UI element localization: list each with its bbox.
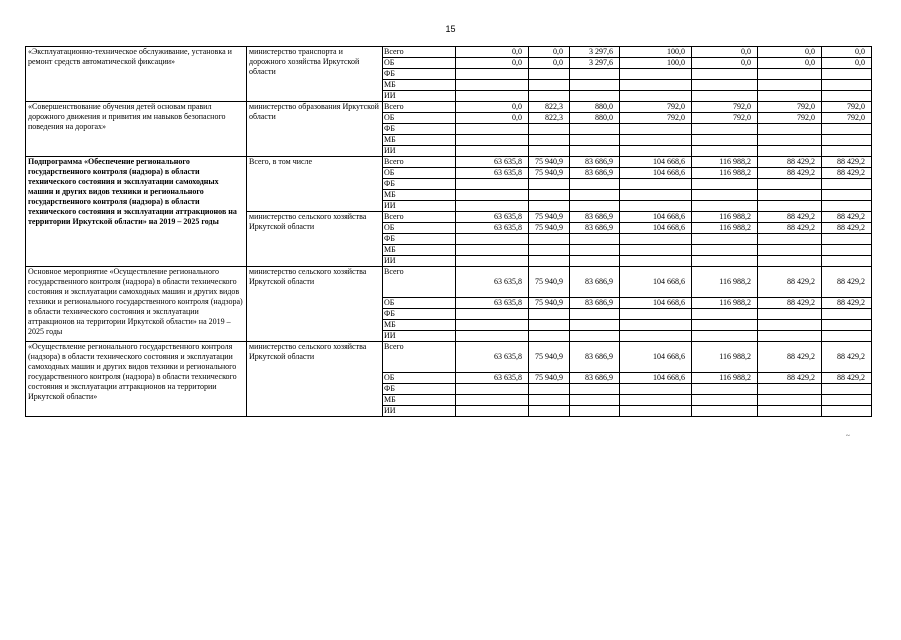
funding-source-cell: ОБ [383,168,456,179]
amount-cell: 83 686,9 [570,212,620,223]
amount-cell: 63 635,8 [456,223,529,234]
amount-cell [456,190,529,201]
amount-cell: 75 940,9 [529,157,570,168]
amount-cell [692,256,758,267]
amount-cell [570,384,620,395]
amount-cell [570,201,620,212]
amount-cell [570,320,620,331]
amount-cell: 792,0 [692,102,758,113]
funding-source-cell: ИИ [383,331,456,342]
amount-cell: 792,0 [620,102,692,113]
amount-cell [692,309,758,320]
amount-cell: 63 635,8 [456,267,529,298]
amount-cell [758,69,822,80]
amount-cell: 792,0 [758,102,822,113]
amount-cell [758,395,822,406]
amount-cell: 104 668,6 [620,157,692,168]
amount-cell [620,320,692,331]
amount-cell [822,190,872,201]
amount-cell: 792,0 [758,113,822,124]
amount-cell: 0,0 [758,47,822,58]
program-name-cell: «Эксплуатационно-техническое обслуживание, установка и ремонт средств автоматической фиксации» [26,47,247,102]
amount-cell: 104 668,6 [620,298,692,309]
amount-cell [758,331,822,342]
amount-cell: 0,0 [822,58,872,69]
funding-source-cell: МБ [383,245,456,256]
amount-cell: 0,0 [692,47,758,58]
amount-cell [822,201,872,212]
funding-source-cell: Всего [383,47,456,58]
amount-cell [570,91,620,102]
funding-source-cell: Всего [383,267,456,298]
amount-cell [620,179,692,190]
amount-cell [822,331,872,342]
amount-cell [620,201,692,212]
amount-cell [822,384,872,395]
amount-cell: 83 686,9 [570,223,620,234]
funding-source-cell: ФБ [383,234,456,245]
amount-cell [758,234,822,245]
amount-cell: 83 686,9 [570,168,620,179]
amount-cell: 75 940,9 [529,298,570,309]
amount-cell [529,406,570,417]
amount-cell [456,179,529,190]
table-row [26,267,872,298]
amount-cell [692,135,758,146]
amount-cell [692,146,758,157]
amount-cell [529,80,570,91]
budget-table [25,46,872,417]
amount-cell: 88 429,2 [822,373,872,384]
amount-cell: 83 686,9 [570,157,620,168]
funding-source-cell: ОБ [383,58,456,69]
funding-source-cell: МБ [383,320,456,331]
amount-cell: 116 988,2 [692,267,758,298]
funding-source-cell: ФБ [383,124,456,135]
amount-cell [822,179,872,190]
program-name-cell: «Совершенствование обучения детей основам правил дорожного движения и привития им навыков безопасного поведения на дорогах» [26,102,247,157]
funding-source-cell: ОБ [383,223,456,234]
amount-cell: 100,0 [620,47,692,58]
funding-source-cell: МБ [383,135,456,146]
amount-cell: 3 297,6 [570,58,620,69]
amount-cell [570,331,620,342]
amount-cell [456,320,529,331]
funding-source-cell: Всего [383,157,456,168]
amount-cell: 116 988,2 [692,342,758,373]
amount-cell [529,124,570,135]
funding-source-cell: ИИ [383,201,456,212]
amount-cell [692,80,758,91]
amount-cell [620,69,692,80]
funding-source-cell: ФБ [383,309,456,320]
amount-cell [620,91,692,102]
amount-cell [620,256,692,267]
amount-cell [620,135,692,146]
amount-cell [456,124,529,135]
amount-cell [570,146,620,157]
amount-cell [822,309,872,320]
amount-cell: 100,0 [620,58,692,69]
amount-cell: 88 429,2 [758,157,822,168]
amount-cell: 116 988,2 [692,212,758,223]
amount-cell: 104 668,6 [620,342,692,373]
funding-source-cell: Всего [383,212,456,223]
amount-cell [692,234,758,245]
table-row [26,342,872,373]
amount-cell [692,245,758,256]
amount-cell: 63 635,8 [456,373,529,384]
amount-cell [456,406,529,417]
amount-cell: 104 668,6 [620,373,692,384]
amount-cell [620,309,692,320]
program-name-cell: «Осуществление регионального государственного контроля (надзора) в области технического состояния и эксплуатации самоходных машин и других видов техники и регионального государственного контроля (надзора) в области технического состояния и эксплуатации аттракционов на территории Иркутской области» [26,342,247,417]
amount-cell: 792,0 [692,113,758,124]
amount-cell: 88 429,2 [758,267,822,298]
amount-cell [758,146,822,157]
amount-cell: 822,3 [529,113,570,124]
amount-cell [758,320,822,331]
amount-cell: 88 429,2 [758,212,822,223]
amount-cell: 88 429,2 [758,168,822,179]
amount-cell: 63 635,8 [456,342,529,373]
amount-cell [758,190,822,201]
funding-source-cell: МБ [383,190,456,201]
amount-cell [570,395,620,406]
amount-cell [692,69,758,80]
amount-cell [620,80,692,91]
amount-cell: 116 988,2 [692,223,758,234]
amount-cell: 792,0 [822,113,872,124]
amount-cell: 792,0 [822,102,872,113]
executor-cell: министерство транспорта и дорожного хозяйства Иркутской области [247,47,383,102]
program-name-cell: Основное мероприятие «Осуществление регионального государственного контроля (надзора) в области технического состояния и эксплуатации самоходных машин и других видов техники и регионального государственного контроля (надзора) в области технического состояния и эксплуатации аттракционов на территории Иркутской области» на 2019 – 2025 годы [26,267,247,342]
amount-cell [529,91,570,102]
funding-source-cell: ФБ [383,384,456,395]
amount-cell [758,80,822,91]
amount-cell [529,384,570,395]
amount-cell [620,406,692,417]
funding-source-cell: Всего [383,102,456,113]
funding-source-cell: ОБ [383,113,456,124]
amount-cell: 104 668,6 [620,223,692,234]
amount-cell [456,135,529,146]
amount-cell [822,146,872,157]
amount-cell [456,69,529,80]
amount-cell [529,331,570,342]
amount-cell: 116 988,2 [692,373,758,384]
amount-cell [822,80,872,91]
amount-cell: 75 940,9 [529,223,570,234]
executor-cell: министерство сельского хозяйства Иркутской области [247,267,383,342]
amount-cell [822,91,872,102]
amount-cell: 88 429,2 [822,267,872,298]
amount-cell [692,384,758,395]
amount-cell: 83 686,9 [570,373,620,384]
amount-cell [570,245,620,256]
amount-cell [456,234,529,245]
amount-cell: 0,0 [758,58,822,69]
amount-cell [620,245,692,256]
page-number: 15 [445,24,456,34]
amount-cell [692,406,758,417]
amount-cell: 88 429,2 [822,212,872,223]
table-row [26,102,872,113]
amount-cell [529,395,570,406]
amount-cell [456,256,529,267]
funding-source-cell: ФБ [383,179,456,190]
amount-cell [570,69,620,80]
amount-cell [570,234,620,245]
amount-cell [570,190,620,201]
amount-cell [570,135,620,146]
amount-cell: 75 940,9 [529,168,570,179]
funding-source-cell: ИИ [383,91,456,102]
amount-cell: 75 940,9 [529,342,570,373]
amount-cell [692,190,758,201]
amount-cell: 88 429,2 [758,342,822,373]
amount-cell: 63 635,8 [456,298,529,309]
funding-source-cell: МБ [383,80,456,91]
amount-cell [529,201,570,212]
amount-cell [692,395,758,406]
amount-cell: 88 429,2 [822,157,872,168]
amount-cell [456,331,529,342]
amount-cell [529,146,570,157]
amount-cell: 104 668,6 [620,168,692,179]
amount-cell [456,146,529,157]
executor-cell: Всего, в том числе [247,157,383,212]
amount-cell [456,91,529,102]
amount-cell: 63 635,8 [456,168,529,179]
amount-cell [758,135,822,146]
amount-cell: 0,0 [456,113,529,124]
amount-cell [692,201,758,212]
funding-source-cell: ОБ [383,298,456,309]
amount-cell [529,135,570,146]
amount-cell: 88 429,2 [758,373,822,384]
amount-cell: 88 429,2 [822,223,872,234]
amount-cell [758,406,822,417]
amount-cell [456,80,529,91]
margin-mark: ~ [846,432,850,440]
amount-cell [758,124,822,135]
amount-cell [456,201,529,212]
amount-cell: 792,0 [620,113,692,124]
amount-cell [822,395,872,406]
amount-cell [529,69,570,80]
amount-cell: 0,0 [456,47,529,58]
amount-cell: 63 635,8 [456,212,529,223]
amount-cell [620,395,692,406]
funding-source-cell: ИИ [383,256,456,267]
amount-cell [620,190,692,201]
amount-cell: 83 686,9 [570,267,620,298]
amount-cell [758,91,822,102]
amount-cell: 0,0 [456,58,529,69]
funding-source-cell: ФБ [383,69,456,80]
amount-cell [570,406,620,417]
amount-cell [570,179,620,190]
amount-cell [456,245,529,256]
amount-cell: 88 429,2 [758,223,822,234]
amount-cell [692,320,758,331]
amount-cell: 75 940,9 [529,267,570,298]
amount-cell: 3 297,6 [570,47,620,58]
funding-source-cell: ИИ [383,406,456,417]
funding-source-cell: Всего [383,342,456,373]
amount-cell: 0,0 [692,58,758,69]
amount-cell [758,309,822,320]
amount-cell: 880,0 [570,113,620,124]
amount-cell: 0,0 [822,47,872,58]
amount-cell [529,320,570,331]
amount-cell [529,234,570,245]
amount-cell [758,256,822,267]
amount-cell [456,395,529,406]
amount-cell: 880,0 [570,102,620,113]
amount-cell [570,256,620,267]
amount-cell [822,320,872,331]
amount-cell [570,80,620,91]
amount-cell [822,124,872,135]
amount-cell: 116 988,2 [692,168,758,179]
amount-cell [758,384,822,395]
amount-cell [692,331,758,342]
amount-cell: 104 668,6 [620,212,692,223]
executor-cell: министерство сельского хозяйства Иркутской области [247,342,383,417]
amount-cell [529,256,570,267]
amount-cell [456,384,529,395]
amount-cell [758,245,822,256]
amount-cell [456,309,529,320]
amount-cell [620,124,692,135]
amount-cell: 104 668,6 [620,267,692,298]
amount-cell [570,124,620,135]
amount-cell: 88 429,2 [822,298,872,309]
amount-cell [620,146,692,157]
amount-cell: 822,3 [529,102,570,113]
amount-cell [822,406,872,417]
amount-cell [822,234,872,245]
amount-cell [822,256,872,267]
amount-cell: 75 940,9 [529,212,570,223]
amount-cell [570,309,620,320]
amount-cell [822,69,872,80]
amount-cell: 83 686,9 [570,298,620,309]
amount-cell [620,234,692,245]
amount-cell: 0,0 [529,58,570,69]
table-row [26,47,872,58]
amount-cell [529,245,570,256]
amount-cell [692,124,758,135]
amount-cell [529,190,570,201]
amount-cell: 116 988,2 [692,298,758,309]
amount-cell [822,245,872,256]
amount-cell [758,179,822,190]
amount-cell: 116 988,2 [692,157,758,168]
funding-source-cell: МБ [383,395,456,406]
funding-source-cell: ОБ [383,373,456,384]
amount-cell: 88 429,2 [822,168,872,179]
amount-cell [758,201,822,212]
amount-cell [529,179,570,190]
amount-cell [692,179,758,190]
amount-cell: 88 429,2 [758,298,822,309]
funding-source-cell: ИИ [383,146,456,157]
amount-cell: 75 940,9 [529,373,570,384]
amount-cell: 0,0 [529,47,570,58]
amount-cell [692,91,758,102]
amount-cell [620,331,692,342]
amount-cell: 83 686,9 [570,342,620,373]
amount-cell: 0,0 [456,102,529,113]
table-row [26,157,872,168]
executor-cell: министерство сельского хозяйства Иркутской области [247,212,383,267]
amount-cell [822,135,872,146]
program-name-cell: Подпрограмма «Обеспечение регионального государственного контроля (надзора) в области технического состояния и эксплуатации самоходных машин и других видов техники и регионального государственного контроля (надзора) в области технического состояния и эксплуатации аттракционов на территории Иркутской области» на 2019 – 2025 годы [26,157,247,267]
amount-cell: 88 429,2 [822,342,872,373]
amount-cell [620,384,692,395]
executor-cell: министерство образования Иркутской области [247,102,383,157]
amount-cell: 63 635,8 [456,157,529,168]
amount-cell [529,309,570,320]
